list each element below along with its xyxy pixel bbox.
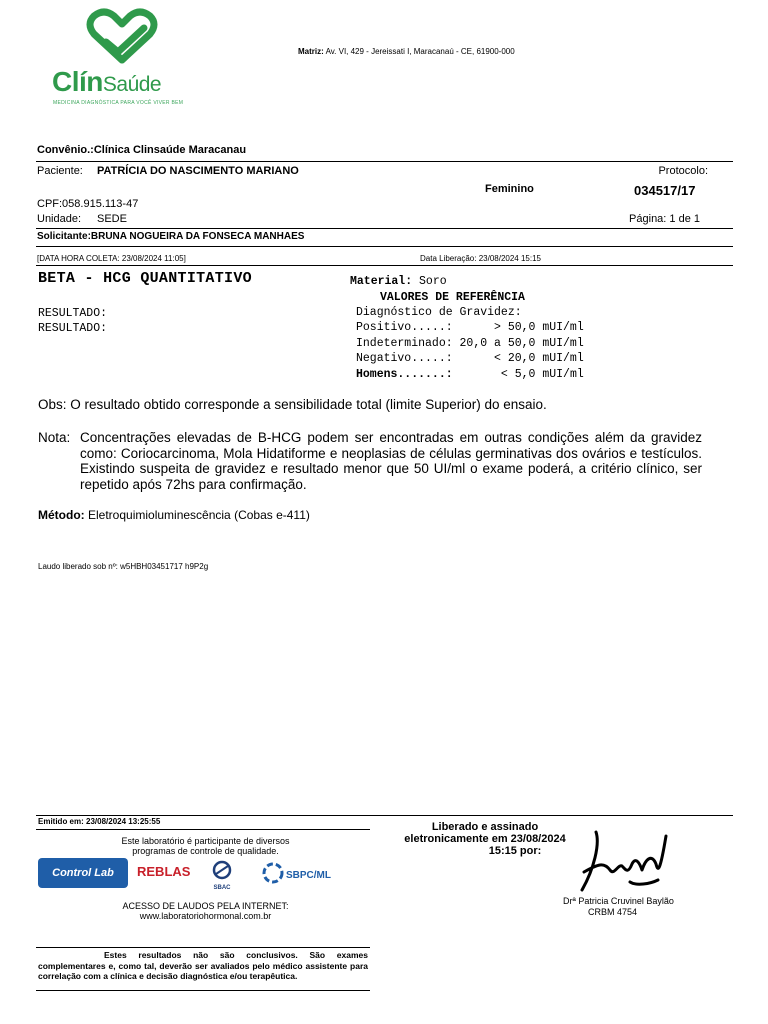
doctor-crbm: CRBM 4754	[588, 907, 638, 917]
matriz-label: Matriz:	[298, 47, 324, 56]
patient-name: PATRÍCIA DO NASCIMENTO MARIANO	[97, 165, 299, 177]
unit-label: Unidade:	[37, 213, 82, 225]
emitted-at: Emitido em: 23/08/2024 13:25:55	[38, 817, 161, 826]
doctor-name: Drª Patricia Cruvinel Baylão	[563, 896, 674, 906]
exam-title: BETA - HCG QUANTITATIVO	[38, 270, 252, 287]
patient-cpf: CPF:058.915.113-47	[37, 198, 139, 210]
quality-note-line: Este laboratório é participante de diversos	[121, 836, 290, 846]
page-number: Página: 1 de 1	[629, 213, 700, 225]
signed-line: eletronicamente em 23/08/2024	[404, 833, 566, 845]
collect-datetime: [DATA HORA COLETA: 23/08/2024 11:05]	[37, 254, 186, 263]
internet-access	[38, 901, 373, 921]
divider	[36, 228, 733, 229]
reference-line: Indeterminado: 20,0 a 50,0 mUI/ml	[356, 337, 584, 350]
brand-tagline: MEDICINA DIAGNÓSTICA PARA VOCÊ VIVER BEM	[53, 100, 184, 106]
protocol-label: Protocolo:	[658, 165, 708, 177]
access-url[interactable]: www.laboratoriohormonal.com.br	[139, 911, 272, 921]
quality-note-line: programas de controle de qualidade.	[132, 846, 279, 856]
divider	[36, 246, 733, 247]
result-label: RESULTADO:	[38, 322, 108, 335]
release-datetime: Data Liberação: 23/08/2024 15:15	[420, 254, 541, 263]
method-label: Método:	[38, 508, 85, 522]
reference-men-label: Homens.......:	[356, 368, 453, 381]
controllab-logo: Control Lab	[38, 858, 128, 888]
reference-line: Positivo.....: > 50,0 mUI/ml	[356, 321, 584, 334]
divider	[36, 947, 370, 948]
signature-image	[574, 824, 679, 898]
sbac-logo	[208, 860, 236, 891]
unit-value: SEDE	[97, 213, 127, 225]
disclaimer: Estes resultados não são conclusivos. São exames complementares e, como tal, deverão ser avaliados pelo médico assistente para correlação com a clínica e decisão diagnóstica e/ou terapêutica.	[38, 950, 368, 981]
divider	[36, 161, 733, 162]
brand-name	[52, 66, 161, 98]
footer-divider	[36, 815, 733, 816]
laudo-number: Laudo liberado sob nº: w5HBH03451717 h9P2g	[38, 562, 209, 571]
reference-title: VALORES DE REFERÊNCIA	[380, 291, 525, 304]
reblas-logo: REBLAS	[137, 864, 191, 879]
signature-block	[390, 821, 580, 857]
sbac-label: SBAC	[213, 885, 231, 891]
quality-note	[38, 836, 373, 856]
signed-line: 15:15 por:	[488, 845, 542, 857]
reference-line: Diagnóstico de Gravidez:	[356, 306, 522, 319]
method-value: Eletroquimioluminescência (Cobas e-411)	[88, 508, 310, 522]
protocol-number: 034517/17	[634, 183, 696, 198]
reference-line: Negativo.....: < 20,0 mUI/ml	[356, 352, 584, 365]
material-value: Soro	[419, 275, 447, 288]
requester: Solicitante:BRUNA NOGUEIRA DA FONSECA MANHAES	[37, 231, 305, 242]
sbpcml-icon	[262, 862, 284, 884]
signed-line: Liberado e assinado	[431, 821, 539, 833]
divider	[36, 265, 733, 266]
material-label: Material:	[350, 275, 413, 288]
note-label: Nota:	[38, 430, 71, 445]
access-line: ACESSO DE LAUDOS PELA INTERNET:	[122, 901, 289, 911]
patient-label: Paciente:	[37, 165, 83, 177]
reference-men-value: < 5,0 mUI/ml	[452, 368, 584, 381]
patient-sex: Feminino	[485, 183, 534, 195]
result-label: RESULTADO:	[38, 307, 108, 320]
sbpcml-logo	[262, 862, 331, 889]
divider	[36, 829, 370, 830]
convenio: Convênio.:Clínica Clinsaúde Maracanau	[37, 144, 247, 156]
brand-sub: Saúde	[102, 73, 162, 96]
sbpcml-label: SBPC/ML	[286, 870, 331, 881]
method	[38, 508, 310, 522]
matriz-text: Av. VI, 429 - Jereissati I, Maracanaú - CE, 61900-000	[325, 47, 515, 56]
brand-main: Clín	[52, 66, 103, 97]
sbac-icon	[210, 860, 234, 880]
reference-men	[356, 367, 584, 383]
observation: Obs: O resultado obtido corresponde a sensibilidade total (limite Superior) do ensaio.	[38, 397, 547, 412]
divider	[36, 990, 370, 991]
note-text: Concentrações elevadas de B-HCG podem ser encontradas em outras condições além da gravidez como: Coriocarcinoma, Mola Hidatiforme e neoplasias de células germinativas dos ovários e testículos. Existindo suspeita de gravidez e resultado menor que 50 UI/ml o exame poderá, a critério clínico, ser repetido após 72hs para confirmação.	[80, 430, 702, 492]
material	[350, 274, 447, 290]
matriz-address	[298, 47, 515, 56]
heart-check-icon	[82, 8, 162, 68]
